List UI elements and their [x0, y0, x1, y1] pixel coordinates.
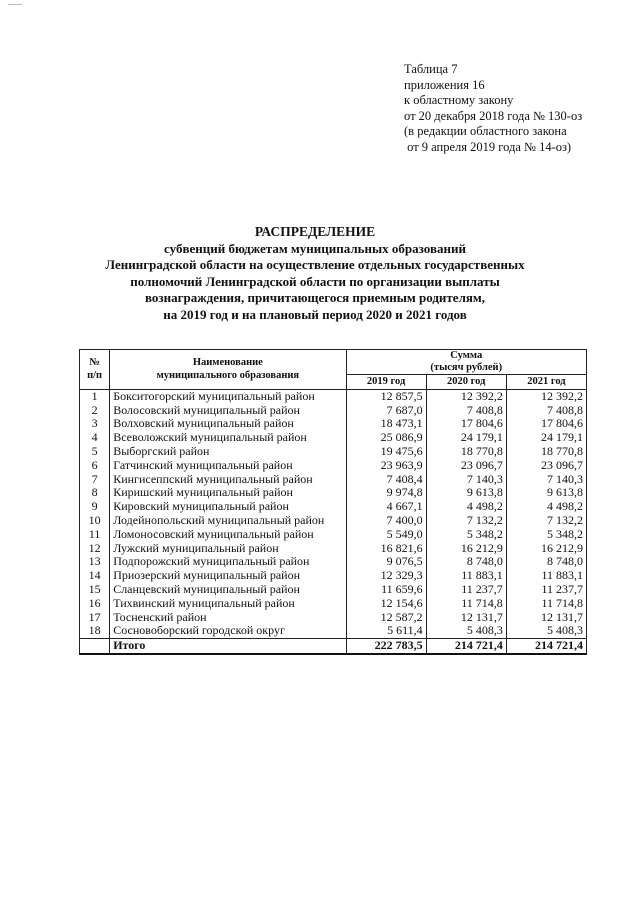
table-row: [80, 611, 587, 625]
row-value-2021: 4 498,2: [506, 500, 586, 514]
col-header-name: [110, 350, 346, 390]
row-name: Лужский муниципальный район: [110, 542, 346, 556]
document-title: РАСПРЕДЕЛЕНИЕ: [254, 224, 376, 239]
col-header-number: [80, 350, 110, 390]
row-value-2020: 5 408,3: [426, 624, 506, 638]
row-number: 13: [80, 555, 110, 569]
row-value-2020: 4 498,2: [426, 500, 506, 514]
table-row: [80, 583, 587, 597]
row-name: Волосовский муниципальный район: [110, 404, 346, 418]
table-row: [80, 597, 587, 611]
col-header-year: 2020 год: [426, 375, 506, 390]
row-value-2020: 7 132,2: [426, 514, 506, 528]
row-value-2020: 11 714,8: [426, 597, 506, 611]
row-value-2019: 12 329,3: [346, 569, 426, 583]
table-row: [80, 555, 587, 569]
table-row: [80, 417, 587, 431]
row-name: Гатчинский муниципальный район: [110, 459, 346, 473]
row-number: 17: [80, 611, 110, 625]
row-number: 5: [80, 445, 110, 459]
row-value-2021: 11 714,8: [506, 597, 586, 611]
row-value-2020: 24 179,1: [426, 431, 506, 445]
distribution-table: [79, 349, 587, 655]
col-header-name-line: Наименование: [192, 356, 263, 368]
row-value-2021: 9 613,8: [506, 486, 586, 500]
total-number: [80, 639, 110, 654]
note-line: Таблица 7: [404, 62, 458, 76]
table-row: [80, 486, 587, 500]
table-row: [80, 459, 587, 473]
table-row: [80, 404, 587, 418]
row-number: 14: [80, 569, 110, 583]
row-value-2021: 23 096,7: [506, 459, 586, 473]
row-number: 10: [80, 514, 110, 528]
row-number: 11: [80, 528, 110, 542]
row-value-2020: 7 140,3: [426, 473, 506, 487]
col-header-number-line: №: [89, 356, 100, 368]
note-line: к областному закону: [404, 93, 514, 107]
row-name: Сосновоборский городской округ: [110, 624, 346, 638]
row-value-2020: 9 613,8: [426, 486, 506, 500]
table-row: [80, 445, 587, 459]
row-value-2021: 7 140,3: [506, 473, 586, 487]
row-value-2021: 17 804,6: [506, 417, 586, 431]
table-row: [80, 528, 587, 542]
col-header-sum-line: Сумма: [450, 350, 483, 361]
row-value-2021: 7 132,2: [506, 514, 586, 528]
heading-line: Ленинградской области на осуществление отдельных государственных: [105, 257, 525, 272]
scan-corner-mark: [8, 4, 22, 13]
row-value-2019: 4 667,1: [346, 500, 426, 514]
row-value-2019: 16 821,6: [346, 542, 426, 556]
document-heading: [60, 224, 570, 323]
col-header-name-line: муниципального образования: [156, 370, 300, 382]
row-name: Кировский муниципальный район: [110, 500, 346, 514]
row-value-2019: 9 974,8: [346, 486, 426, 500]
row-number: 6: [80, 459, 110, 473]
row-value-2019: 7 408,4: [346, 473, 426, 487]
row-value-2020: 12 392,2: [426, 389, 506, 403]
row-value-2020: 11 883,1: [426, 569, 506, 583]
table-row: [80, 514, 587, 528]
table-row: [80, 624, 587, 638]
row-value-2019: 12 857,5: [346, 389, 426, 403]
row-name: Лодейнопольский муниципальный район: [110, 514, 346, 528]
heading-line: полномочий Ленинградской области по организации выплаты: [130, 273, 500, 289]
row-value-2019: 12 587,2: [346, 611, 426, 625]
row-name: Ломоносовский муниципальный район: [110, 528, 346, 542]
row-value-2019: 11 659,6: [346, 583, 426, 597]
row-value-2020: 8 748,0: [426, 555, 506, 569]
row-number: 3: [80, 417, 110, 431]
row-value-2021: 16 212,9: [506, 542, 586, 556]
row-value-2019: 12 154,6: [346, 597, 426, 611]
col-header-number-line: п/п: [87, 370, 103, 382]
row-value-2019: 7 400,0: [346, 514, 426, 528]
row-value-2019: 18 473,1: [346, 417, 426, 431]
row-value-2021: 12 131,7: [506, 611, 586, 625]
row-value-2020: 16 212,9: [426, 542, 506, 556]
row-value-2021: 18 770,8: [506, 445, 586, 459]
note-line: от 20 декабря 2018 года № 130-оз: [404, 108, 583, 123]
row-value-2021: 11 883,1: [506, 569, 586, 583]
row-value-2021: 24 179,1: [506, 431, 586, 445]
row-number: 16: [80, 597, 110, 611]
row-number: 1: [80, 389, 110, 403]
row-value-2020: 18 770,8: [426, 445, 506, 459]
row-number: 12: [80, 542, 110, 556]
row-name: Волховский муниципальный район: [110, 417, 346, 431]
row-value-2020: 11 237,7: [426, 583, 506, 597]
row-name: Киришский муниципальный район: [110, 486, 346, 500]
col-header-sum-line: (тысяч рублей): [430, 362, 503, 373]
row-number: 4: [80, 431, 110, 445]
row-name: Всеволожский муниципальный район: [110, 431, 346, 445]
row-number: 8: [80, 486, 110, 500]
table-row: [80, 389, 587, 403]
total-2021: 214 721,4: [506, 639, 586, 654]
row-number: 2: [80, 404, 110, 418]
total-row: [80, 639, 587, 654]
row-value-2020: 7 408,8: [426, 404, 506, 418]
table-row: [80, 542, 587, 556]
row-value-2021: 5 348,2: [506, 528, 586, 542]
row-value-2021: 8 748,0: [506, 555, 586, 569]
row-name: Сланцевский муниципальный район: [110, 583, 346, 597]
row-value-2019: 25 086,9: [346, 431, 426, 445]
table-row: [80, 431, 587, 445]
heading-line: вознаграждения, причитающегося приемным родителям,: [144, 290, 486, 305]
row-value-2019: 7 687,0: [346, 404, 426, 418]
col-header-year: 2021 год: [506, 375, 586, 390]
col-header-sum: [346, 350, 587, 375]
row-number: 7: [80, 473, 110, 487]
row-number: 15: [80, 583, 110, 597]
table-body: [80, 389, 587, 654]
total-2020: 214 721,4: [426, 639, 506, 654]
total-label: Итого: [110, 639, 346, 654]
table-row: [80, 569, 587, 583]
row-name: Приозерский муниципальный район: [110, 569, 346, 583]
row-name: Бокситогорский муниципальный район: [110, 389, 346, 403]
row-value-2019: 9 076,5: [346, 555, 426, 569]
row-name: Подпорожский муниципальный район: [110, 555, 346, 569]
row-number: 18: [80, 624, 110, 638]
row-value-2019: 23 963,9: [346, 459, 426, 473]
row-value-2019: 5 611,4: [346, 624, 426, 638]
row-name: Тосненский район: [110, 611, 346, 625]
appendix-note: [404, 62, 582, 155]
table-row: [80, 500, 587, 514]
row-name: Тихвинский муниципальный район: [110, 597, 346, 611]
row-value-2019: 5 549,0: [346, 528, 426, 542]
note-line: приложения 16: [404, 77, 485, 92]
row-value-2020: 23 096,7: [426, 459, 506, 473]
heading-line: субвенций бюджетам муниципальных образований: [164, 240, 466, 256]
row-value-2021: 12 392,2: [506, 389, 586, 403]
row-number: 9: [80, 500, 110, 514]
row-value-2021: 5 408,3: [506, 624, 586, 638]
row-value-2021: 11 237,7: [506, 583, 586, 597]
row-value-2020: 5 348,2: [426, 528, 506, 542]
row-value-2019: 19 475,6: [346, 445, 426, 459]
row-name: Выборгский район: [110, 445, 346, 459]
table-row: [80, 473, 587, 487]
heading-line: на 2019 год и на плановый период 2020 и 2021 годов: [163, 306, 467, 322]
note-line: от 9 апреля 2019 года № 14-оз): [404, 139, 572, 154]
total-2019: 222 783,5: [346, 639, 426, 654]
row-value-2020: 12 131,7: [426, 611, 506, 625]
note-line: (в редакции областного закона: [404, 124, 567, 138]
row-value-2021: 7 408,8: [506, 404, 586, 418]
row-name: Кингисеппский муниципальный район: [110, 473, 346, 487]
col-header-year: 2019 год: [346, 375, 426, 390]
row-value-2020: 17 804,6: [426, 417, 506, 431]
